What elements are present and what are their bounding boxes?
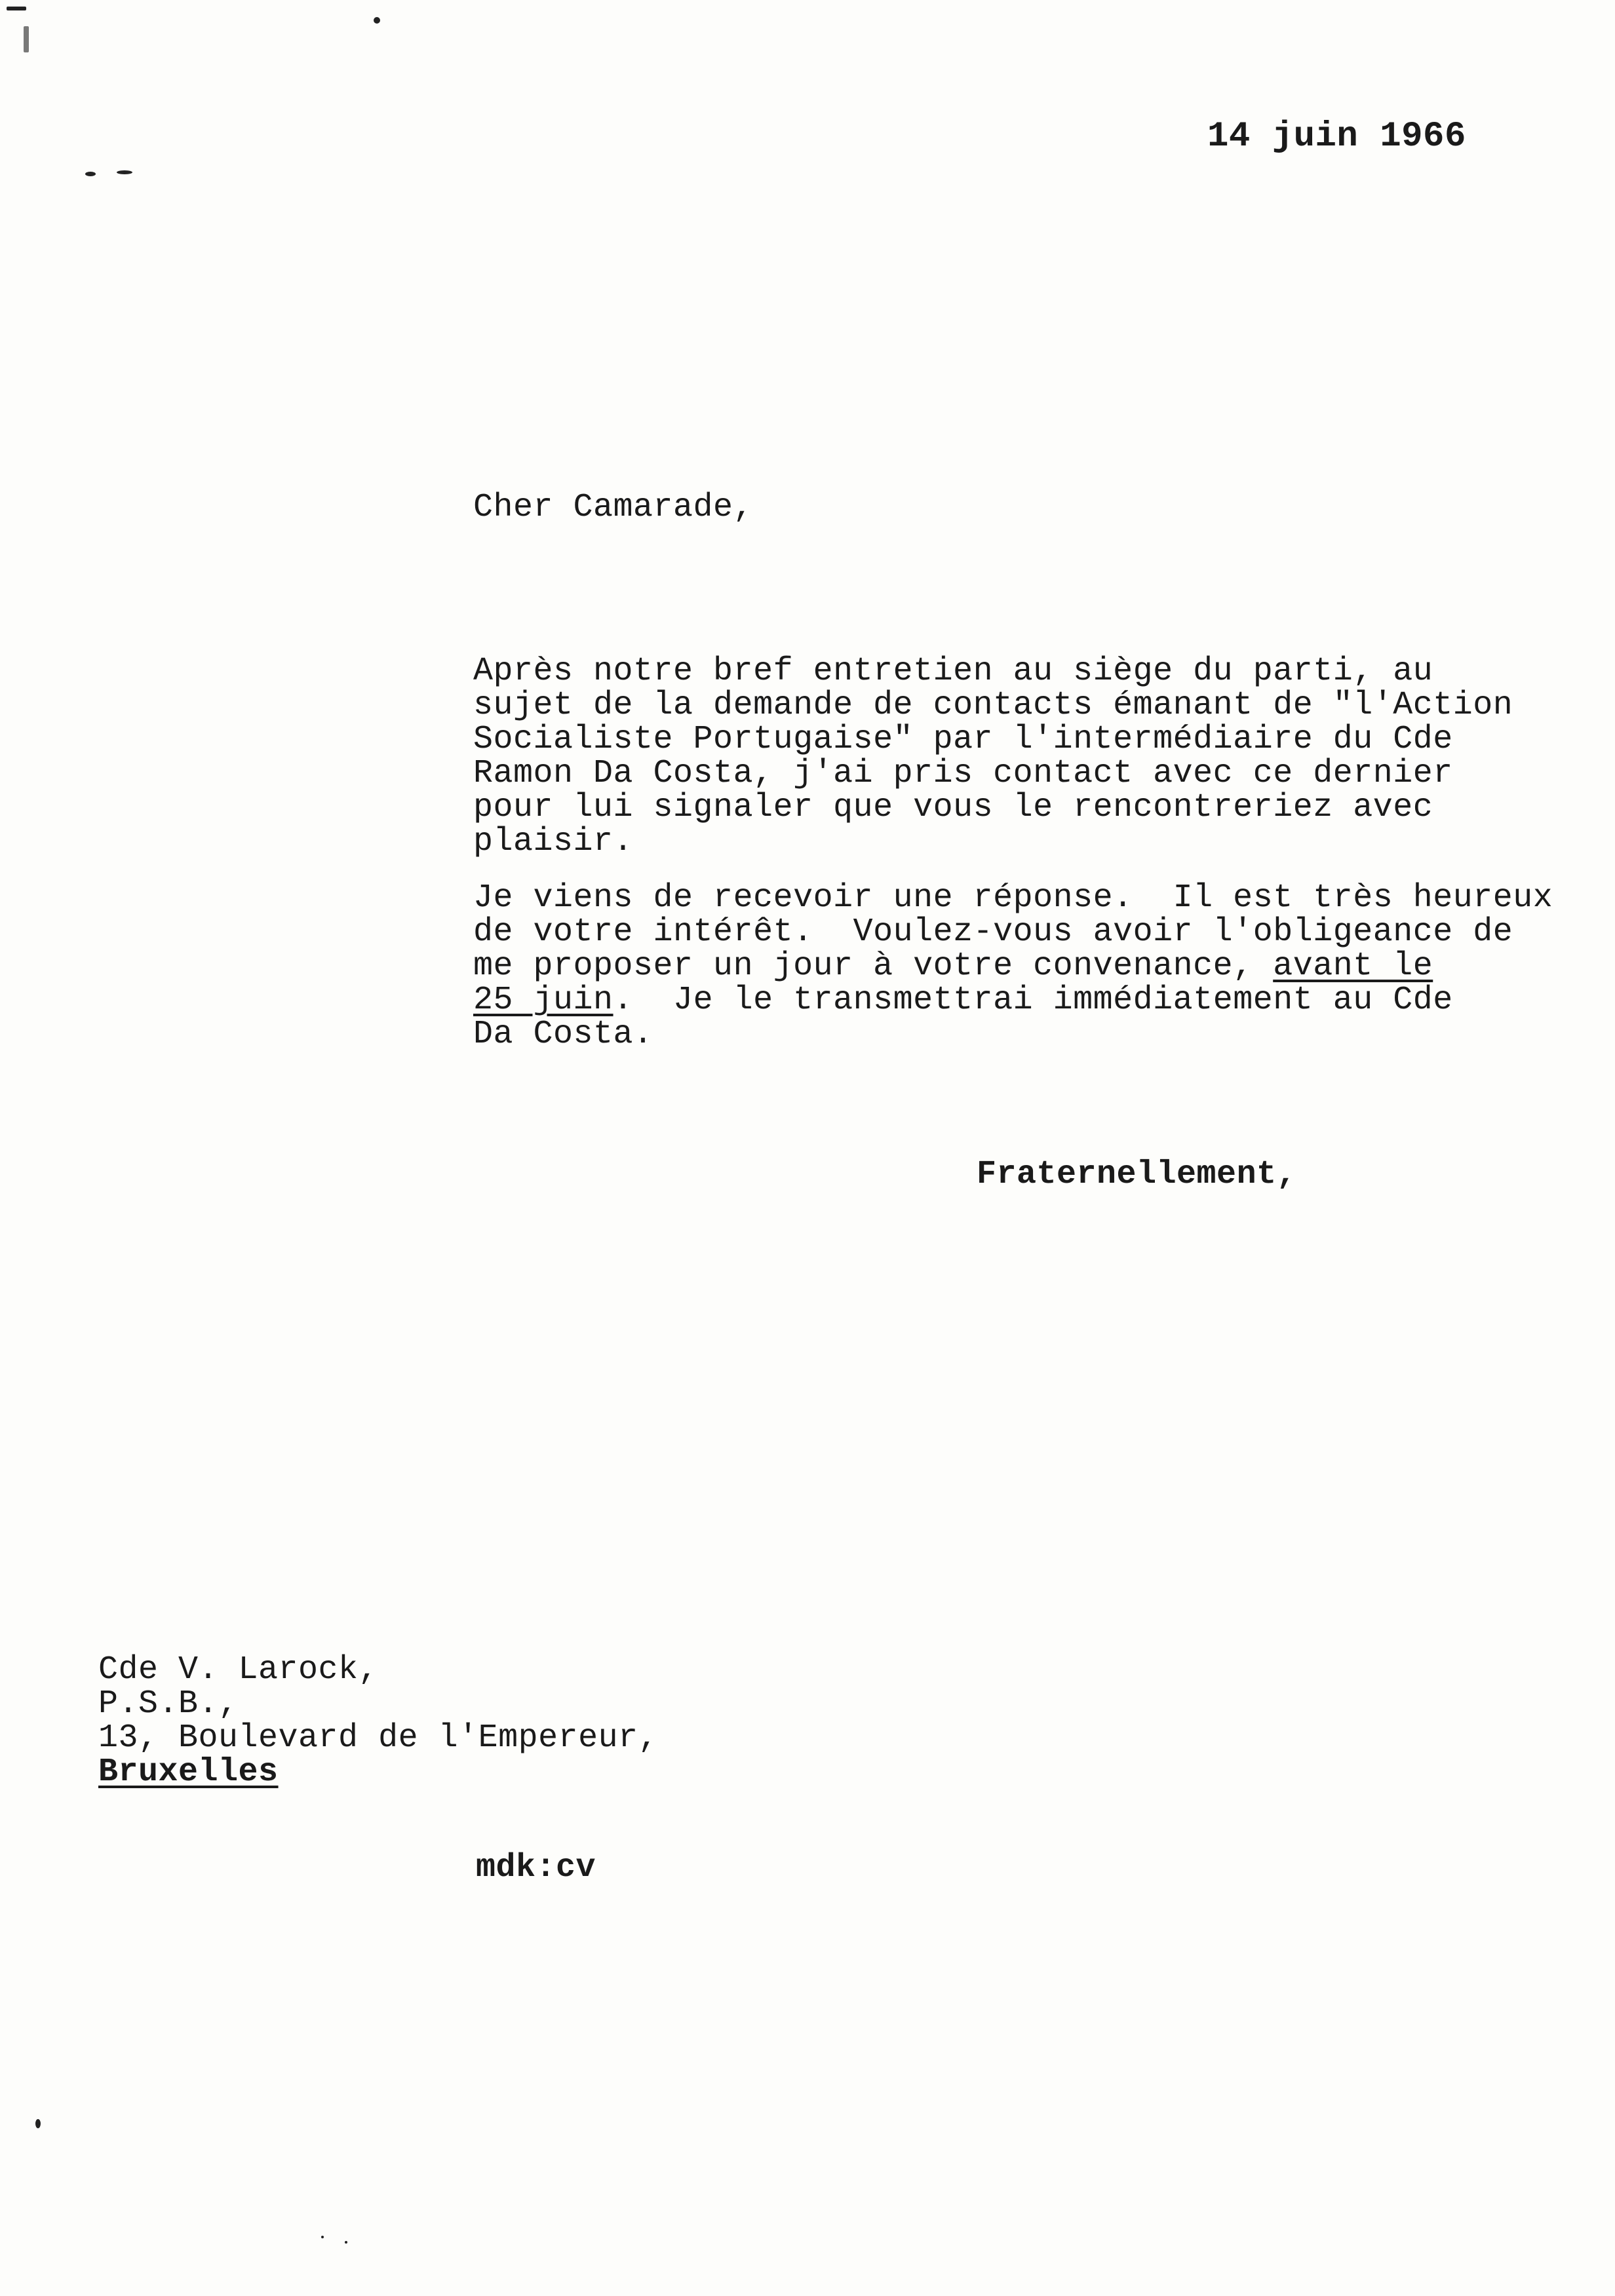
paragraph-2-line-5: Da Costa. bbox=[473, 1016, 653, 1053]
paragraph-1-line-1: Après notre bref entretien au siège du parti, au bbox=[473, 653, 1433, 690]
scan-speck bbox=[35, 2119, 41, 2128]
paragraph-1-line-6: plaisir. bbox=[473, 823, 634, 860]
scan-speck bbox=[7, 7, 26, 10]
closing: Fraternellement, bbox=[977, 1156, 1297, 1193]
paragraph-2-line-4-text: . Je le transmettrai immédiatement au Cde bbox=[613, 982, 1453, 1019]
scan-speck bbox=[374, 17, 380, 24]
paragraph-1-line-4: Ramon Da Costa, j'ai pris contact avec ce dernier bbox=[473, 755, 1453, 792]
letter-date: 14 juin 1966 bbox=[1207, 117, 1466, 157]
deadline-underlined-part-2: 25 juin bbox=[473, 982, 613, 1019]
paragraph-2-line-3 bbox=[473, 947, 1433, 985]
paragraph-1-line-2: sujet de la demande de contacts émanant de "l'Action bbox=[473, 687, 1513, 724]
paragraph-2-line-4 bbox=[473, 984, 1453, 1017]
paragraph-1-line-5: pour lui signaler que vous le rencontreriez avec bbox=[473, 789, 1433, 826]
paragraph-2-line-3-text: me proposer un jour à votre convenance, bbox=[473, 947, 1274, 985]
paragraph-1-line-3: Socialiste Portugaise" par l'intermédiaire du Cde bbox=[473, 721, 1453, 758]
reference-initials: mdk:cv bbox=[476, 1849, 596, 1886]
scan-speck bbox=[321, 2236, 324, 2238]
deadline-underlined-part-1: avant le bbox=[1273, 947, 1433, 985]
scan-speck bbox=[117, 170, 132, 174]
scan-speck bbox=[24, 26, 29, 52]
scan-speck bbox=[85, 172, 96, 176]
scan-speck bbox=[345, 2241, 347, 2244]
recipient-street: 13, Boulevard de l'Empereur, bbox=[98, 1719, 659, 1757]
recipient-name: Cde V. Larock, bbox=[98, 1651, 379, 1689]
paragraph-2-line-1: Je viens de recevoir une réponse. Il est très heureux bbox=[473, 879, 1553, 917]
recipient-organization: P.S.B., bbox=[98, 1685, 239, 1723]
greeting: Cher Camarade, bbox=[473, 489, 754, 526]
recipient-city: Bruxelles bbox=[98, 1753, 279, 1791]
paragraph-2-line-2: de votre intérêt. Voulez-vous avoir l'obligeance de bbox=[473, 913, 1513, 951]
